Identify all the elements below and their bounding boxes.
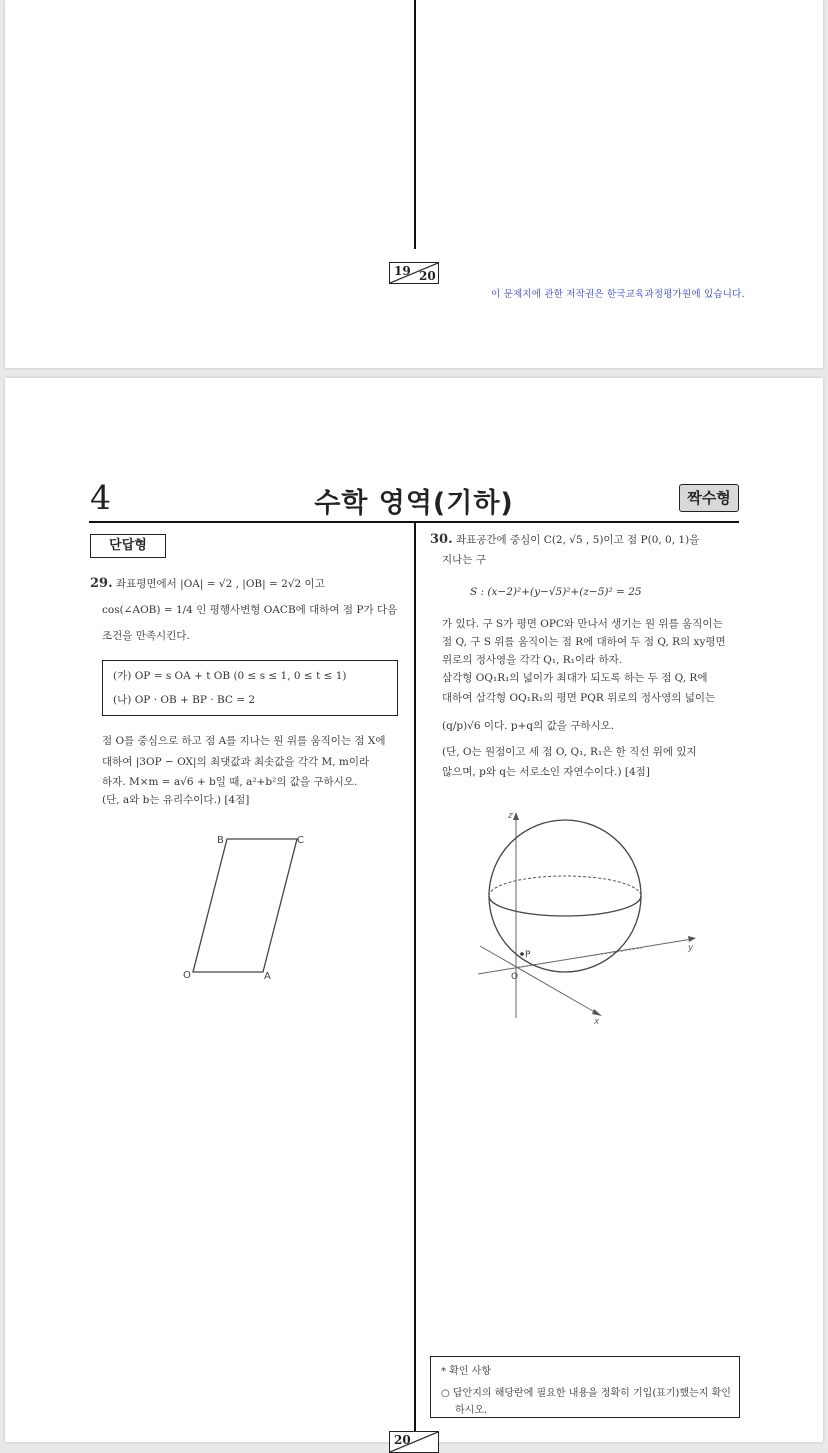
- page-current-bottom: 20: [394, 1433, 411, 1447]
- sphere-equator-front: [489, 896, 641, 916]
- copyright-notice: 이 문제지에 관한 저작권은 한국교육과정평가원에 있습니다.: [491, 289, 745, 300]
- page-indicator-bottom: [389, 1431, 439, 1453]
- page-total: 20: [419, 269, 436, 283]
- exam-type-badge: 짝수형: [679, 484, 739, 512]
- check-title: * 확인 사항: [441, 1366, 491, 1377]
- column-divider: [414, 523, 416, 1442]
- q30-line3: 가 있다. 구 S가 평면 OPC와 만나서 생기는 원 위를 움직이는: [442, 618, 723, 630]
- q30-number: 30.: [430, 532, 453, 547]
- label-a: A: [264, 971, 271, 982]
- q29-text1: 좌표평면에서 |OA| = √2 , |OB| = 2√2 이고: [115, 578, 325, 590]
- condition-b: [113, 692, 255, 707]
- page-number: 4: [90, 478, 111, 517]
- q30-line5: 위로의 정사영을 각각 Q₁, R₁이라 하자.: [442, 654, 623, 666]
- sphere-equator-back: [489, 876, 641, 896]
- page-indicator: [389, 262, 439, 284]
- check-line1: ○ 답안지의 해당란에 필요한 내용을 정확히 기입(표기)했는지 확인: [441, 1388, 731, 1399]
- q30-line1: [430, 530, 699, 550]
- column-divider: [414, 0, 416, 249]
- q30-line2: 지나는 구: [442, 554, 486, 566]
- z-axis-arrow-icon: [513, 812, 519, 820]
- condition-a-prefix: (가): [113, 670, 132, 682]
- page-19: [5, 0, 823, 368]
- q30-line6: 삼각형 OQ₁R₁의 넓이가 최대가 되도록 하는 두 점 Q, R에: [442, 672, 708, 684]
- x-label: x: [594, 1017, 600, 1026]
- sphere-figure: [470, 806, 710, 1026]
- check-items-box: [430, 1356, 740, 1418]
- sphere-equation: S : (x−2)²+(y−√5)²+(z−5)² = 25: [470, 586, 642, 598]
- q29-line1: [90, 574, 325, 594]
- q30-line10: 않으며, p와 q는 서로소인 자연수이다.) [4점]: [442, 766, 650, 778]
- label-c: C: [297, 835, 304, 846]
- z-label: z: [508, 811, 513, 821]
- q30-line8: (q/p)√6 이다. p+q의 값을 구하시오.: [442, 720, 615, 732]
- q29-number: 29.: [90, 576, 113, 591]
- parallelogram-figure: [175, 828, 315, 988]
- condition-a-text: OP = s OA + t OB (0 ≤ s ≤ 1, 0 ≤ t ≤ 1): [134, 670, 347, 682]
- point-p: [520, 952, 524, 956]
- condition-b-prefix: (나): [113, 694, 132, 706]
- q30-line7: 대하여 삼각형 OQ₁R₁의 평면 PQR 위로의 정사영의 넓이는: [442, 692, 716, 704]
- q29-line4: 점 O를 중심으로 하고 점 A를 지나는 원 위를 움직이는 점 X에: [102, 735, 386, 747]
- label-b: B: [217, 835, 224, 846]
- section-label: 단답형: [90, 534, 166, 558]
- condition-a: [113, 668, 347, 683]
- sphere-outline: [489, 820, 641, 972]
- label-origin: O: [511, 972, 519, 982]
- label-o: O: [183, 970, 191, 981]
- x-axis: [480, 946, 598, 1014]
- page-20: [5, 378, 823, 1447]
- q29-line6: 하자. M×m = a√6 + b일 때, a²+b²의 값을 구하시오.: [102, 776, 358, 788]
- q29-line7: (단, a와 b는 유리수이다.) [4점]: [102, 794, 250, 806]
- x-axis-arrow-icon: [592, 1009, 602, 1016]
- page-title: 수학 영역(기하): [314, 488, 514, 519]
- parallelogram-oacb: [193, 839, 297, 972]
- y-label: y: [688, 943, 694, 953]
- q29-line5: 대하여 |3OP − OX|의 최댓값과 최솟값을 각각 M, m이라: [102, 756, 370, 768]
- label-p: P: [525, 950, 531, 960]
- q30-line9: (단, O는 원점이고 세 점 O, Q₁, R₁은 한 직선 위에 있지: [442, 746, 697, 758]
- q29-conditions-box: [102, 660, 398, 716]
- condition-b-text: OP · OB + BP · BC = 2: [134, 694, 256, 706]
- q30-text1: 좌표공간에 중심이 C(2, √5 , 5)이고 점 P(0, 0, 1)을: [455, 534, 700, 546]
- q30-line4: 점 Q, 구 S 위를 움직이는 점 R에 대하여 두 점 Q, R의 xy평면: [442, 636, 726, 648]
- y-axis-arrow-icon: [688, 936, 696, 942]
- q29-line3: 조건을 만족시킨다.: [102, 630, 190, 642]
- page-current: 19: [394, 264, 411, 278]
- check-line2: 하시오.: [455, 1405, 488, 1416]
- q29-line2: cos(∠AOB) = 1/4 인 평행사변형 OACB에 대하여 점 P가 다음: [102, 604, 398, 616]
